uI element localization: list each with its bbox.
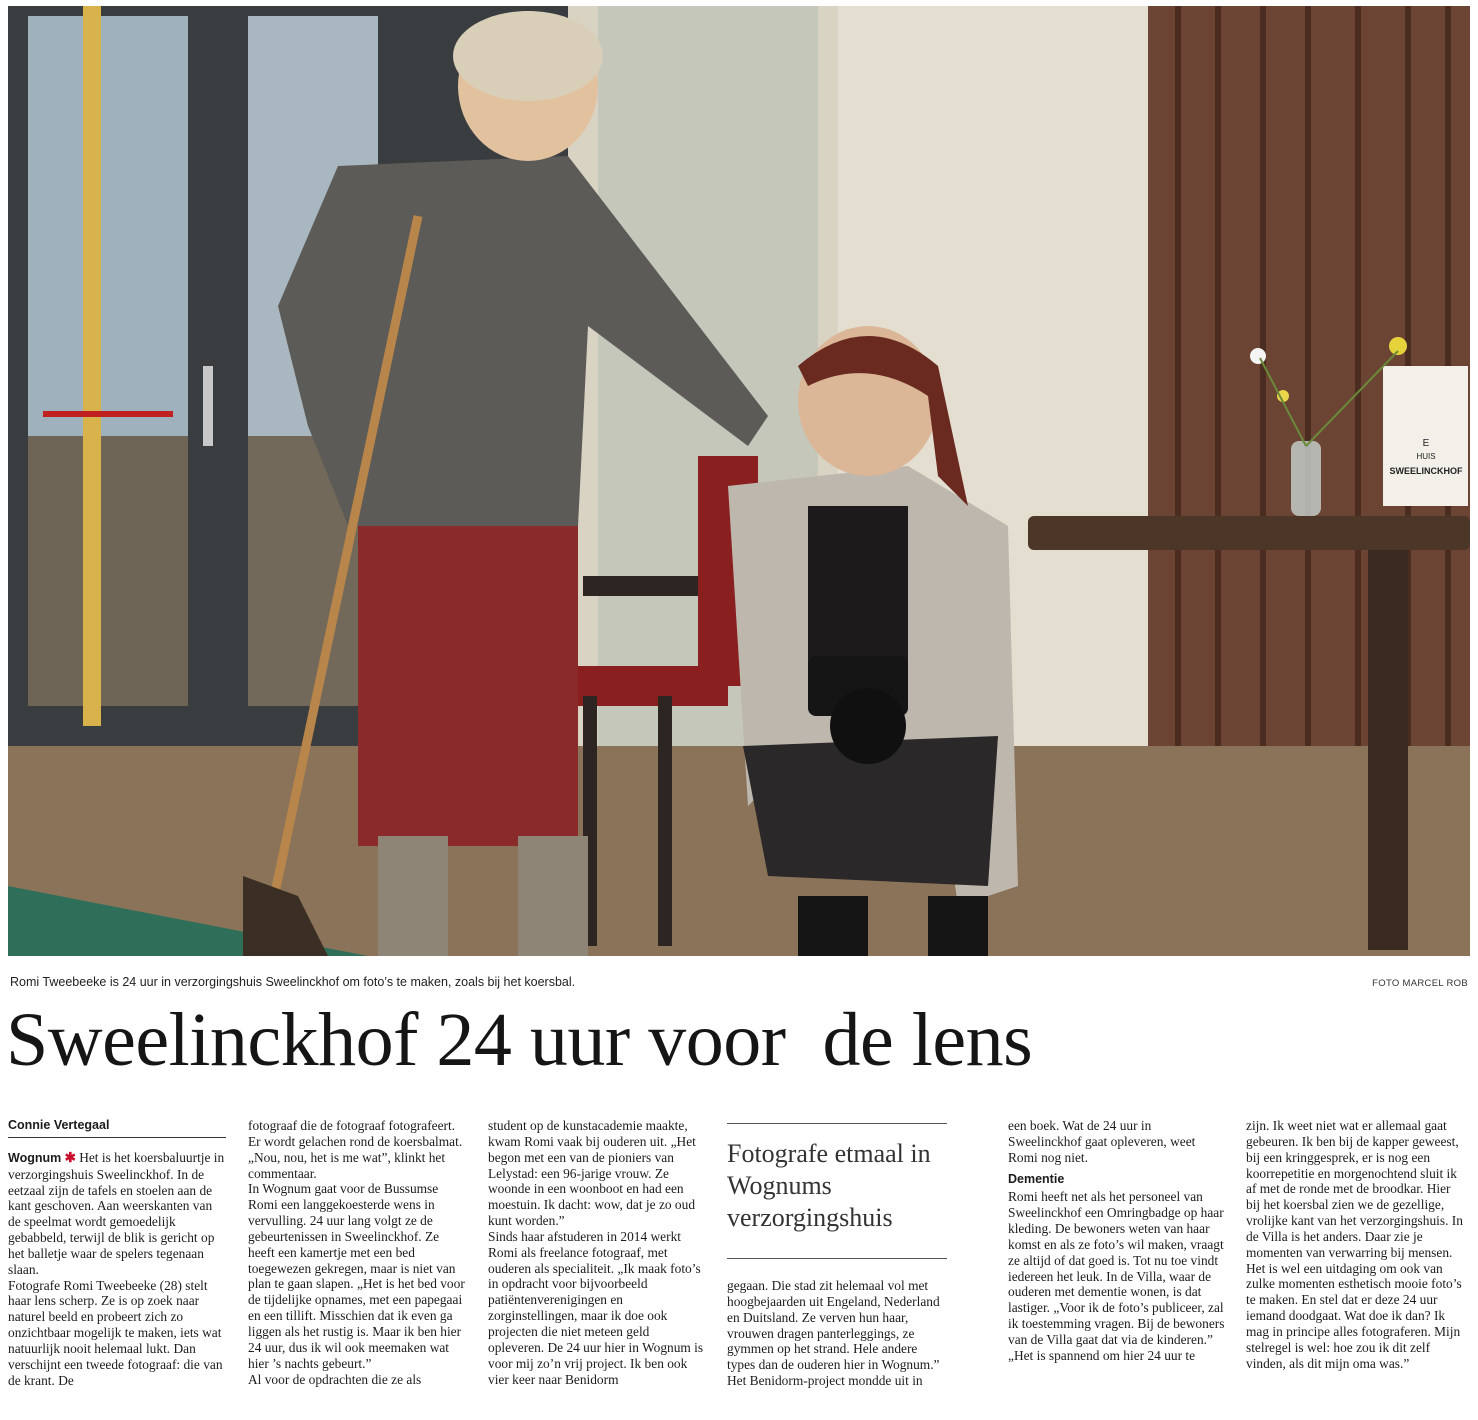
photo-illustration bbox=[8, 6, 1470, 956]
news-photo bbox=[8, 6, 1470, 956]
byline: Connie Vertegaal bbox=[8, 1118, 226, 1138]
column-6 bbox=[1246, 1118, 1464, 1372]
column-1 bbox=[8, 1118, 226, 1389]
column-2 bbox=[248, 1118, 466, 1387]
sign-text-top: E bbox=[1422, 438, 1430, 449]
column-5-paragraph-2: Romi heeft net als het personeel van Sweelinckhof een Omringbadge op haar kleding. De bewoners weten van haar komst en als ze foto’s wil maken, vraagt ze altijd of dat goed is. Tot nu toe vindt iedereen het leuk. In de Villa, waar de ouderen met dementie wonen, is dat lastiger. „Voor ik de foto’s publiceer, zal ik toestemming vragen. Bij de bewoners van de Villa gaat dat via de kinderen.” bbox=[1008, 1189, 1225, 1347]
dateline: Wognum bbox=[8, 1150, 62, 1165]
lead-paragraph bbox=[8, 1150, 226, 1278]
sign-text-bottom: SWEELINCKHOF bbox=[1389, 466, 1463, 476]
column-3-paragraph-1: student op de kunstacademie maakte, kwam Romi vaak bij ouderen uit. „Het begon met een van de pioniers van Lelystad: een 96-jarige vrouw. Ze woonde in een woonboot en had een moestuin. Ik dacht: wow, dat je zo oud kunt worden.” bbox=[488, 1118, 696, 1229]
column-1-text: Het is het koersbaluurtje in verzorgingshuis Sweelinckhof. In de eetzaal zijn de tafels en stoelen aan de kant geschoven. Aan weerskanten van de speelmat wordt gemoedelijk gebabbeld, terwijl de blik is gericht op het balletje waar de spelers tegenaan slaan. bbox=[8, 1149, 225, 1277]
column-3-paragraph-2: Sinds haar afstuderen in 2014 werkt Romi als freelance fotograaf, met ouderen als specialiteit. „Ik maak foto’s in opdracht voor bijvoorbeeld patiëntenverenigingen en zorginstellingen, maar ik doe ook projecten die niet meteen geld opleveren. De 24 uur hier in Wognum is voor mij zo’n vrij project. Ik ben ook vier keer naar Benidorm bbox=[488, 1228, 704, 1387]
photo-credit: FOTO MARCEL ROB bbox=[1372, 978, 1468, 989]
column-3 bbox=[488, 1118, 706, 1387]
column-1-paragraph-2: Fotografe Romi Tweebeeke (28) stelt haar lens scherp. Ze is op zoek naar naturel beeld en probeert zich zo onzichtbaar mogelijk te maken, iets wat natuurlijk nooit helemaal lukt. Dan verschijnt een tweede fotograaf: die van de krant. De bbox=[8, 1277, 223, 1388]
column-5-paragraph-3: „Het is spannend om hier 24 uur te bbox=[1008, 1347, 1196, 1363]
dateline-star-icon: ✱ bbox=[64, 1149, 76, 1165]
column-6-paragraph-1: zijn. Ik weet niet wat er allemaal gaat gebeuren. Ik ben bij de kapper geweest, bij een kringgesprek, er is nog een koorrepetitie en morgenochtend sluit ik af met de ronde met de broodkar. Hier bij het koersbal zien we de gezellige, vrolijke kant van het verzorgingshuis. In de Villa is het anders. Daar zie je momenten van verwarring bij mensen. Het is wel een uitdaging om ook van zulke momenten esthetisch mooie foto’s te maken. En stel dat er deze 24 uur iemand doodgaat. Wat doe ik dan? Ik mag in principe alles fotograferen. Mijn stelregel is wel: hoe zou ik dit zelf vinden, als dit mijn oma was.” bbox=[1246, 1118, 1463, 1371]
column-2-paragraph-3: Al voor de opdrachten die ze als bbox=[248, 1371, 422, 1387]
sign-text-mid: HUIS bbox=[1416, 452, 1436, 461]
subhead-dementie: Dementie bbox=[1008, 1171, 1065, 1186]
column-5-paragraph-1: een boek. Wat de 24 uur in Sweelinckhof gaat opleveren, weet Romi nog niet. bbox=[1008, 1118, 1196, 1165]
pull-quote-text: Fotografe etmaal in Wognums verzorgingshuis bbox=[727, 1139, 931, 1232]
column-4-paragraph-1: gegaan. Die stad zit helemaal vol met hoogbejaarden uit Engeland, Nederland en Duitsland. Ze verven hun haar, vrouwen dragen panterleggings, ze gymmen op het strand. Hele andere types dan de ouderen hier in Wognum.” Het Benidorm-project mondde uit in bbox=[727, 1278, 940, 1389]
column-5 bbox=[1008, 1118, 1226, 1364]
column-4 bbox=[727, 1278, 945, 1389]
pull-quote bbox=[727, 1123, 947, 1259]
headline: Sweelinckhof 24 uur voor de lens bbox=[6, 998, 1033, 1082]
column-2-paragraph-1: fotograaf die de fotograaf fotografeert. Er wordt gelachen rond de koersbalmat. „Nou, nou, het is me wat”, klinkt het commentaar. bbox=[248, 1118, 463, 1181]
photo-caption: Romi Tweebeeke is 24 uur in verzorgingshuis Sweelinckhof om foto’s te maken, zoals bij het koersbal. bbox=[10, 975, 576, 989]
column-2-paragraph-2: In Wognum gaat voor de Bussumse Romi een langgekoesterde wens in vervulling. 24 uur lang volgt ze de gebeurtenissen in Sweelinckhof. Ze heeft een kamertje met een bed toegewezen gekregen, maar is niet van plan te gaan slapen. „Het is het bed voor de tijdelijke opnames, met een papegaai en een tillift. Misschien dat ik even ga liggen als het rustig is. Maar ik ben hier 24 uur, dus ik wil ook meemaken wat hier ’s nachts gebeurt.” bbox=[248, 1181, 465, 1371]
